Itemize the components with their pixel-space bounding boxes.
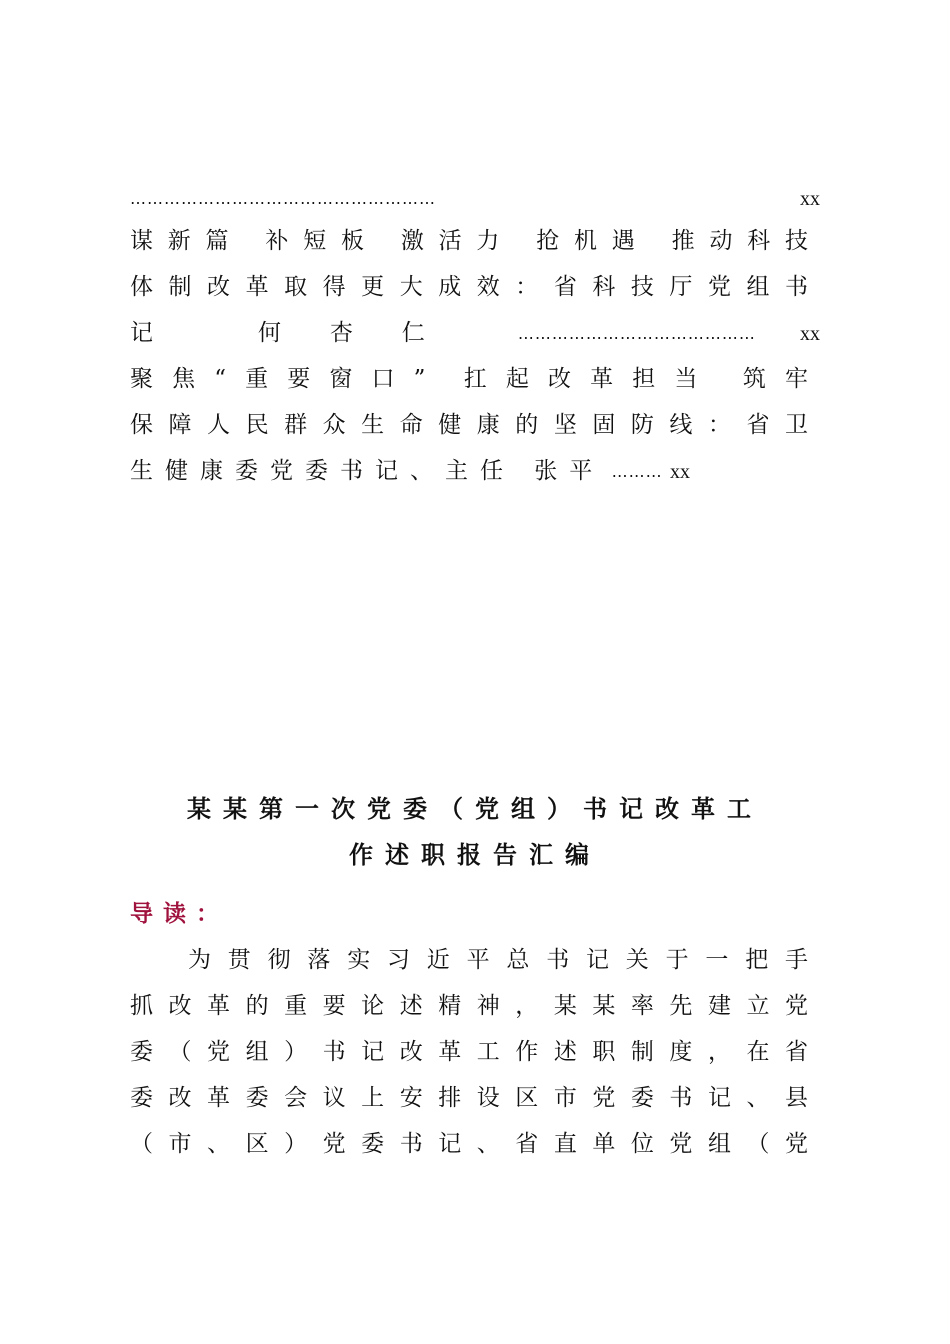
intro-line: （市、区）党委书记、省直单位党组（党 bbox=[130, 1131, 820, 1157]
toc-entry-line: 谋新篇 补短板 激活力 抢机遇 推动科技 bbox=[130, 228, 820, 254]
toc-entry-line: 保障人民群众生命健康的坚固防线：省卫 bbox=[130, 412, 820, 438]
intro-line: 抓改革的重要论述精神，某某率先建立党 bbox=[130, 993, 820, 1019]
toc-page-number: xx bbox=[800, 323, 820, 345]
toc-leader-dots: ……………………………………………… bbox=[130, 189, 436, 208]
toc-page-number: xx bbox=[669, 461, 690, 483]
toc-entry-line: 聚焦“重要窗口” 扛起改革担当 筑牢 bbox=[130, 366, 820, 392]
toc-leader-dots: ……… bbox=[611, 462, 663, 481]
intro-line: 为贯彻落实习近平总书记关于一把手 bbox=[188, 947, 820, 973]
document-title-line-1: 某某第一次党委（党组）书记改革工 bbox=[187, 795, 763, 823]
toc-entry-line bbox=[130, 318, 820, 349]
toc-leader-dots: …………………………………… bbox=[517, 324, 756, 343]
intro-label: 导读： bbox=[130, 901, 229, 927]
toc-page-number: xx bbox=[800, 188, 820, 210]
toc-leader-line bbox=[130, 183, 820, 214]
document-title-line-2: 作述职报告汇编 bbox=[349, 841, 601, 869]
toc-entry-line: 体制改革取得更大成效：省科技厅党组书 bbox=[130, 274, 820, 300]
intro-line: 委改革委会议上安排设区市党委书记、县 bbox=[130, 1085, 820, 1111]
intro-line: 委（党组）书记改革工作述职制度，在省 bbox=[130, 1039, 820, 1065]
toc-entry-text: 生健康委党委书记、主任 张平 bbox=[130, 458, 605, 484]
toc-entry-text: 记 何杏仁 bbox=[130, 320, 474, 346]
toc-entry-line bbox=[130, 456, 820, 487]
